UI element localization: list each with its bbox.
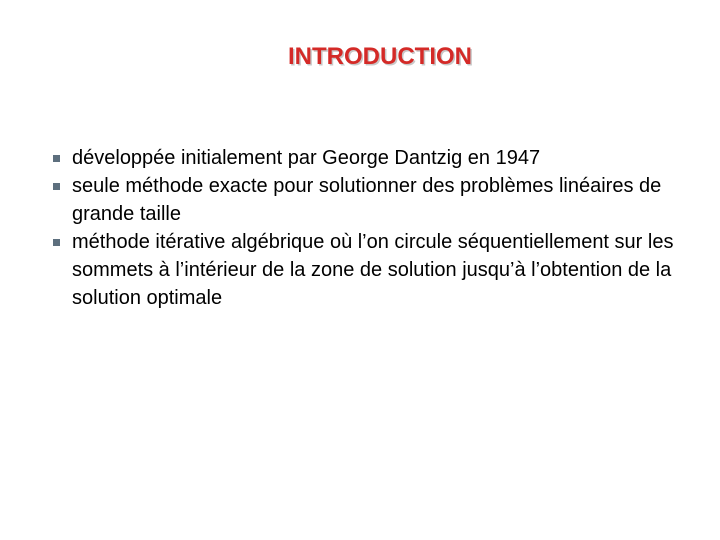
slide-title: INTRODUCTION bbox=[288, 43, 472, 70]
bullet-item bbox=[50, 228, 718, 312]
bullet-item bbox=[50, 172, 718, 228]
bullet-item bbox=[50, 144, 718, 172]
bullet-text: seule méthode exacte pour solutionner des problèmes linéaires de grande taille bbox=[72, 175, 662, 225]
bullet-list bbox=[50, 144, 718, 312]
square-bullet-icon bbox=[53, 183, 60, 190]
square-bullet-icon bbox=[53, 155, 60, 162]
bullet-text: développée initialement par George Dantzig en 1947 bbox=[72, 147, 541, 169]
bullet-text: méthode itérative algébrique où l’on circule séquentiellement sur les sommets à l’intérieur de la zone de solution jusqu’à l’obtention de la solution optimale bbox=[72, 231, 674, 309]
square-bullet-icon bbox=[53, 239, 60, 246]
